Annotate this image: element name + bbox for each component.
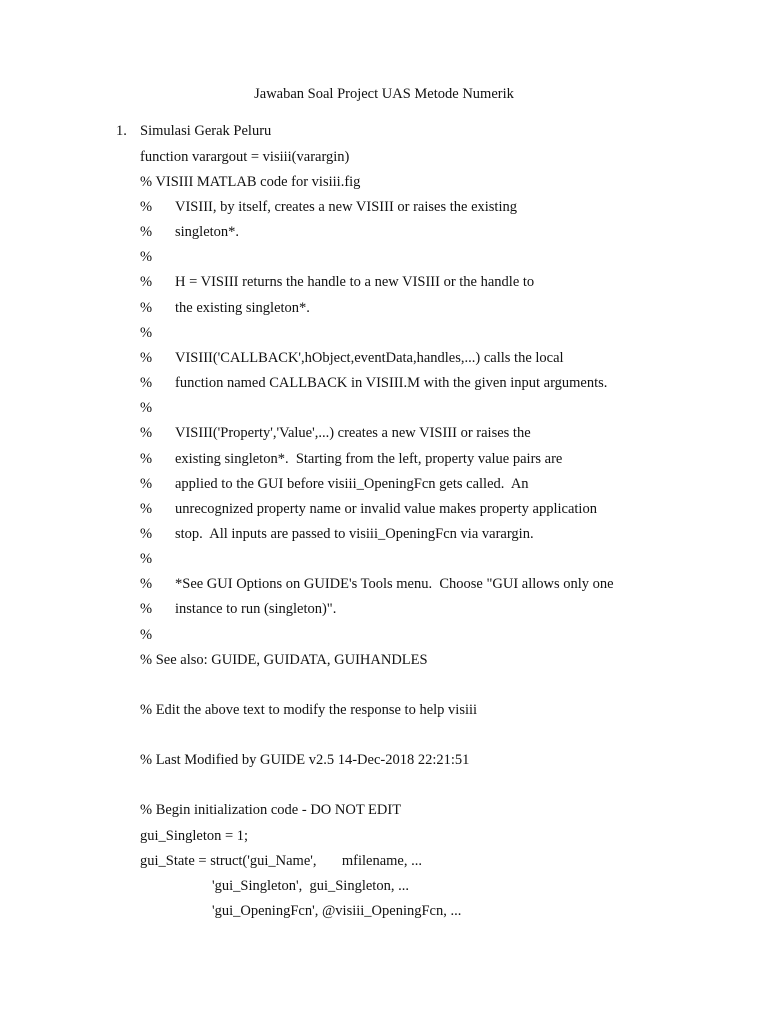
comment-marker: % bbox=[140, 199, 153, 215]
edit-note-comment: % Edit the above text to modify the response to help visiii bbox=[140, 702, 478, 718]
comment-marker: % bbox=[140, 325, 153, 341]
comment-marker: % bbox=[140, 576, 153, 592]
init-comment: % Begin initialization code - DO NOT EDIT bbox=[140, 802, 402, 818]
comment-marker: % bbox=[140, 551, 153, 567]
function-signature: function varargout = visiii(varargin) bbox=[140, 149, 350, 165]
comment-marker: % bbox=[140, 375, 153, 391]
help-comment-line: VISIII('Property','Value',...) creates a new VISIII or raises the bbox=[175, 425, 531, 441]
comment-marker: % bbox=[140, 224, 153, 240]
help-comment-line: stop. All inputs are passed to visiii_OpeningFcn via varargin. bbox=[175, 526, 534, 542]
help-comment-line: *See GUI Options on GUIDE's Tools menu. Choose "GUI allows only one bbox=[175, 576, 614, 592]
comment-marker: % bbox=[140, 300, 153, 316]
see-also-comment: % See also: GUIDE, GUIDATA, GUIHANDLES bbox=[140, 652, 428, 668]
help-comment-line: applied to the GUI before visiii_OpeningFcn gets called. An bbox=[175, 476, 529, 492]
last-modified-comment: % Last Modified by GUIDE v2.5 14-Dec-2018 22:21:51 bbox=[140, 752, 470, 768]
help-comment-line: singleton*. bbox=[175, 224, 240, 240]
comment-marker: % bbox=[140, 350, 153, 366]
comment-marker: % bbox=[140, 425, 153, 441]
help-comment-line: function named CALLBACK in VISIII.M with the given input arguments. bbox=[175, 375, 608, 391]
comment-marker: % bbox=[140, 501, 153, 517]
help-comment-line: the existing singleton*. bbox=[175, 300, 310, 316]
help-comment-line: existing singleton*. Starting from the left, property value pairs are bbox=[175, 451, 563, 467]
comment-marker: % bbox=[140, 400, 153, 416]
section-heading: Simulasi Gerak Peluru bbox=[140, 123, 272, 139]
comment-marker: % bbox=[140, 627, 153, 643]
comment-marker: % bbox=[140, 601, 153, 617]
comment-marker: % bbox=[140, 451, 153, 467]
comment-marker: % bbox=[140, 274, 153, 290]
document-title: Jawaban Soal Project UAS Metode Numerik bbox=[254, 86, 514, 102]
help-comment-line: VISIII, by itself, creates a new VISIII or raises the existing bbox=[175, 199, 517, 215]
gui-state-continuation: 'gui_OpeningFcn', @visiii_OpeningFcn, ... bbox=[212, 903, 462, 919]
help-comment-line: instance to run (singleton)". bbox=[175, 601, 337, 617]
comment-marker: % bbox=[140, 476, 153, 492]
gui-state-line: gui_State = struct('gui_Name', mfilename, ... bbox=[140, 853, 422, 869]
help-comment-line: H = VISIII returns the handle to a new VISIII or the handle to bbox=[175, 274, 535, 290]
comment-marker: % bbox=[140, 526, 153, 542]
comment-marker: % bbox=[140, 249, 153, 265]
gui-singleton-line: gui_Singleton = 1; bbox=[140, 828, 249, 844]
gui-state-continuation: 'gui_Singleton', gui_Singleton, ... bbox=[212, 878, 409, 894]
header-comment: % VISIII MATLAB code for visiii.fig bbox=[140, 174, 361, 190]
section-number: 1. bbox=[116, 123, 127, 139]
help-comment-line: unrecognized property name or invalid value makes property application bbox=[175, 501, 597, 517]
help-comment-line: VISIII('CALLBACK',hObject,eventData,handles,...) calls the local bbox=[175, 350, 564, 366]
